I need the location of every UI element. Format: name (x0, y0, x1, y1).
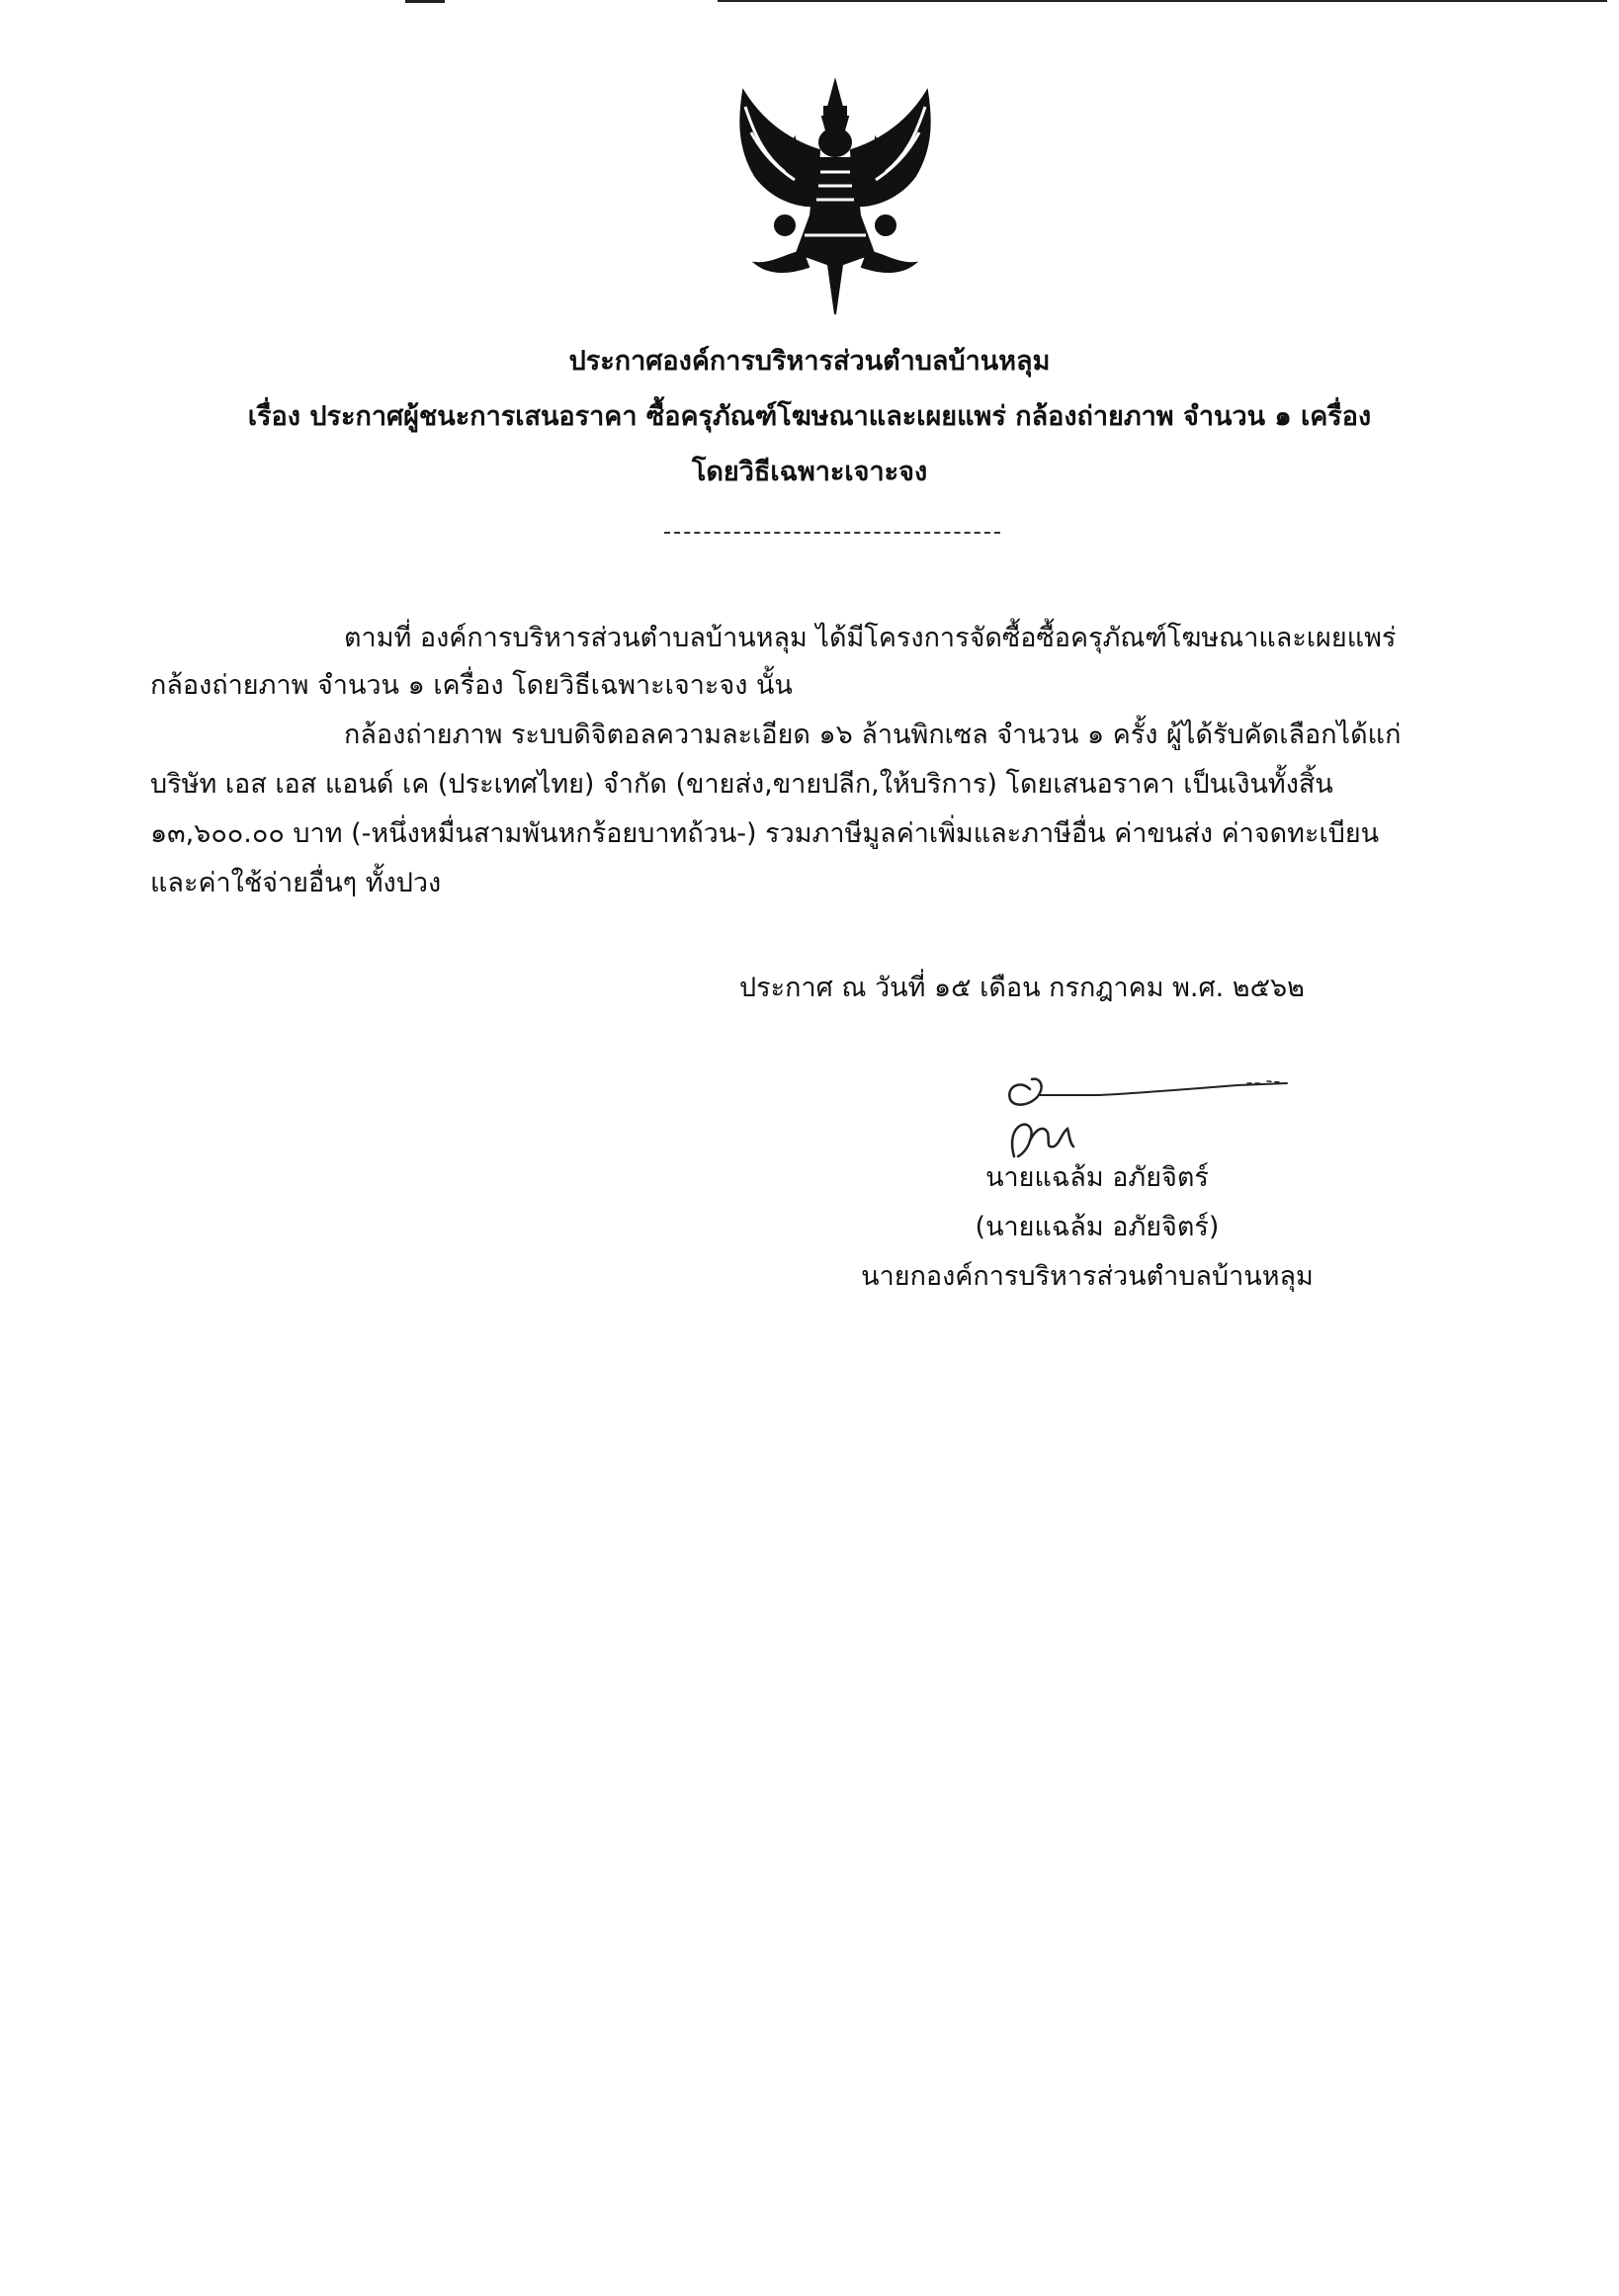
paragraph-2-line-2: บริษัท เอส เอส แอนด์ เค (ประเทศไทย) จำกัด (ขายส่ง,ขายปลีก,ให้บริการ) โดยเสนอราคา เป็นเงินทั้งสิ้น (150, 769, 1333, 800)
signatory-name: นายแฉล้ม อภัยจิตร์ (985, 1162, 1209, 1193)
paragraph-2-line-3: ๑๓,๖๐๐.๐๐ บาท (-หนึ่งหมื่นสามพันหกร้อยบาทถ้วน-) รวมภาษีมูลค่าเพิ่มและภาษีอื่น ค่าขนส่ง ค่าจดทะเบียน (150, 818, 1380, 849)
announcement-date: ประกาศ ณ วันที่ ๑๕ เดือน กรกฎาคม พ.ศ. ๒๕๖๒ (739, 973, 1305, 1003)
method-heading: โดยวิธีเฉพาะเจาะจง (691, 457, 928, 487)
paragraph-2-line-4: และค่าใช้จ่ายอื่นๆ ทั้งปวง (150, 868, 442, 898)
heading-separator (664, 532, 1000, 534)
signatory-position: นายกองค์การบริหารส่วนตำบลบ้านหลุม (861, 1261, 1314, 1292)
scan-artifact-mark (405, 0, 445, 3)
paragraph-1-line-1: ตามที่ องค์การบริหารส่วนตำบลบ้านหลุม ได้มีโครงการจัดซื้อซื้อครุภัณฑ์โฆษณาและเผยแพร่ (344, 623, 1397, 653)
subject-heading: เรื่อง ประกาศผู้ชนะการเสนอราคา ซื้อครุภัณฑ์โฆษณาและเผยแพร่ กล้องถ่ายภาพ จำนวน ๑ เครื่อง (247, 401, 1372, 432)
handwritten-signature (1000, 1069, 1297, 1160)
signatory-name-bracketed: (นายแฉล้ม อภัยจิตร์) (975, 1212, 1220, 1242)
paragraph-1-line-2: กล้องถ่ายภาพ จำนวน ๑ เครื่อง โดยวิธีเฉพาะเจาะจง นั้น (150, 670, 793, 701)
organization-heading: ประกาศองค์การบริหารส่วนตำบลบ้านหลุม (568, 346, 1051, 377)
garuda-emblem-icon (725, 77, 945, 318)
paragraph-2-line-1: กล้องถ่ายภาพ ระบบดิจิตอลความละเอียด ๑๖ ล้านพิกเซล จำนวน ๑ ครั้ง ผู้ได้รับคัดเลือกได้แก่ (344, 720, 1402, 750)
scan-artifact-line (718, 0, 1607, 2)
